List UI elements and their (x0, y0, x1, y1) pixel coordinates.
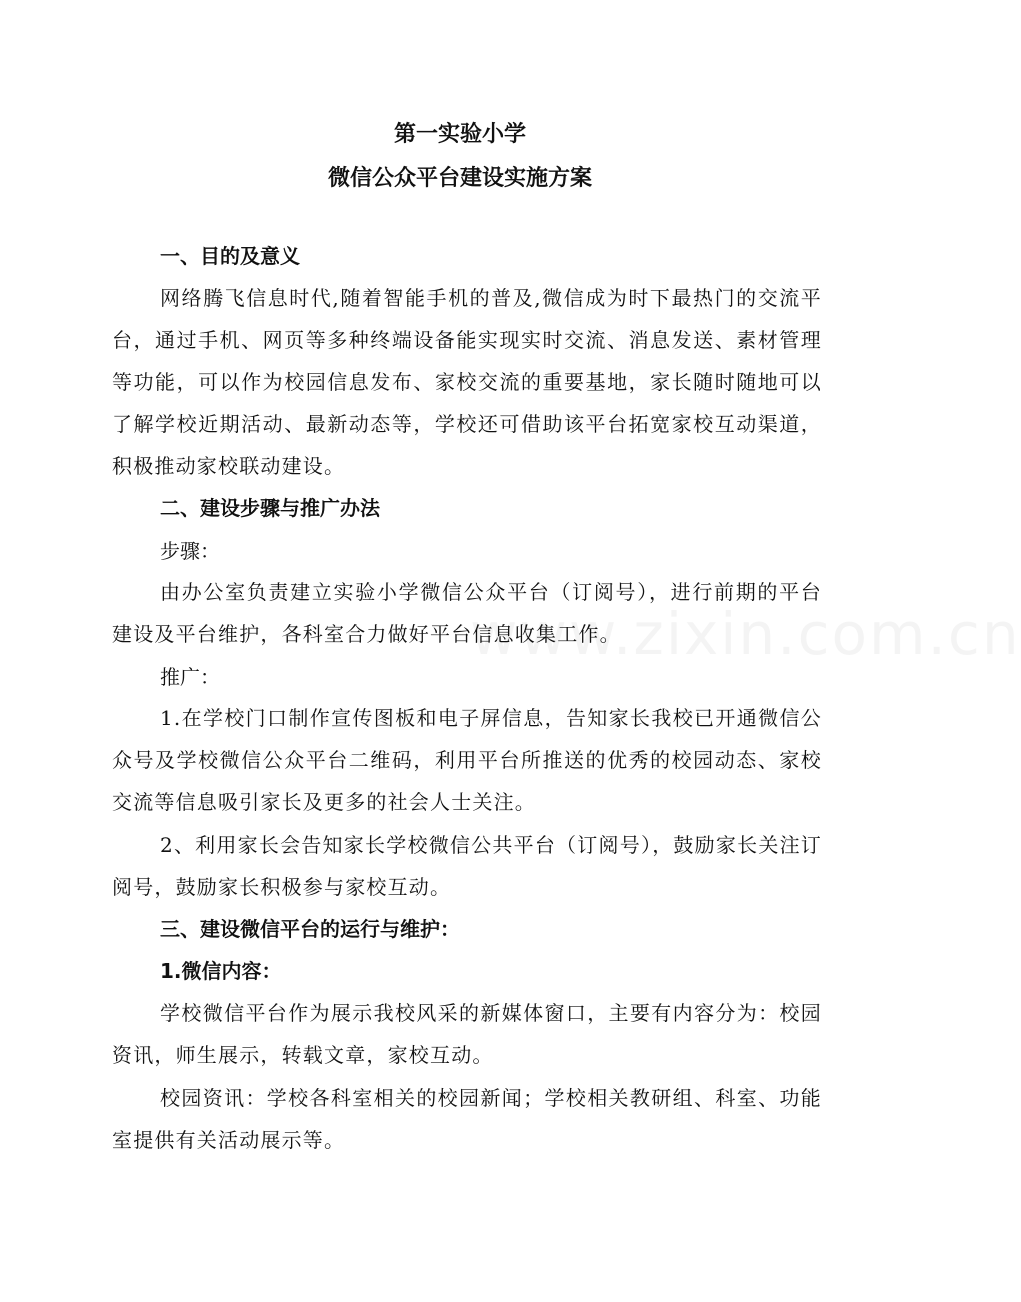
paragraph-steps: 由办公室负责建立实验小学微信公众平台（订阅号），进行前期的平台建设及平台维护，各科室合力做好平台信息收集工作。 (112, 580, 822, 646)
paragraph-content-2: 校园资讯：学校各科室相关的校园新闻；学校相关教研组、科室、功能室提供有关活动展示等。 (112, 1086, 822, 1152)
section-heading-purpose: 一、目的及意义 (160, 244, 300, 268)
document-title-line2: 微信公众平台建设实施方案 (327, 166, 592, 191)
paragraph-promotion-2: 2、利用家长会告知家长学校微信公共平台（订阅号），鼓励家长关注订阅号，鼓励家长积极参与家校互动。 (112, 833, 822, 899)
paragraph-purpose: 网络腾飞信息时代,随着智能手机的普及,微信成为时下最热门的交流平台，通过手机、网页等多种终端设备能实现实时交流、消息发送、素材管理等功能，可以作为校园信息发布、家校交流的重要基地，家长随时随地可以了解学校近期活动、最新动态等，学校还可借助该平台拓宽家校互动渠道，积极推动家校联动建设。 (112, 286, 822, 478)
section-heading-operation: 三、建设微信平台的运行与维护： (160, 917, 460, 941)
watermark: www.zixin.com.cn (470, 600, 1021, 668)
document-title-line1: 第一实验小学 (393, 122, 526, 147)
paragraph-promotion-1: 1.在学校门口制作宣传图板和电子屏信息，告知家长我校已开通微信公众号及学校微信公众平台二维码，利用平台所推送的优秀的校园动态、家校交流等信息吸引家长及更多的社会人士关注。 (112, 706, 822, 814)
section-heading-steps: 二、建设步骤与推广办法 (160, 496, 380, 520)
paragraph-content-1: 学校微信平台作为展示我校风采的新媒体窗口，主要有内容分为：校园资讯，师生展示，转载文章，家校互动。 (112, 1001, 822, 1067)
promotion-label: 推广： (160, 665, 220, 689)
steps-label: 步骤： (160, 539, 220, 563)
subheading-wechat-content: 1.微信内容： (160, 959, 282, 983)
